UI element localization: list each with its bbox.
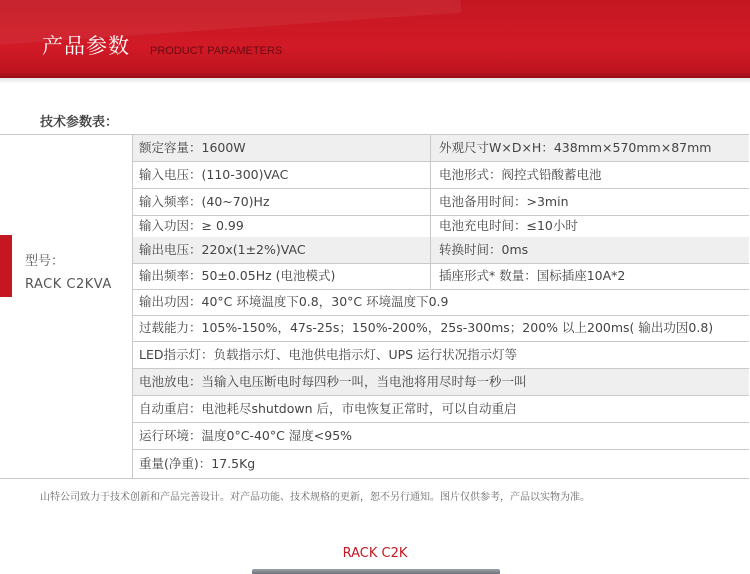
page-title: 产品参数 bbox=[42, 34, 130, 58]
spec-cell-right-text: 电池充电时间：≤10小时 bbox=[439, 218, 578, 233]
spec-table-heading: 技术参数表： bbox=[40, 115, 119, 130]
spec-cell-full: 输出功因：40°C 环境温度下0.8，30°C 环境温度下0.9 bbox=[139, 294, 449, 309]
table-row bbox=[133, 423, 749, 450]
table-row bbox=[133, 342, 749, 369]
spec-cell-left: 输入电压：(110-300)VAC bbox=[139, 167, 289, 182]
spec-cell-full: 过载能力：105%-150%，47s-25s；150%-200%，25s-300ms；200% 以上200ms( 输出功因0.8) bbox=[139, 320, 714, 335]
spec-cell-full: LED指示灯：负载指示灯、电池供电指示灯、UPS 运行状况指示灯等 bbox=[139, 347, 518, 362]
spec-cell-right-text: 电池备用时间：>3min bbox=[439, 194, 569, 209]
spec-cell-right-text: 转换时间：0ms bbox=[439, 242, 529, 257]
table-row bbox=[133, 189, 749, 216]
spec-cell-right-text: 外观尺寸W×D×H：438mm×570mm×87mm bbox=[439, 140, 712, 155]
model-value: RACK C2KVA bbox=[25, 277, 112, 292]
model-label: 型号： bbox=[25, 254, 65, 269]
spec-cell-right bbox=[430, 135, 749, 161]
spec-cell-right bbox=[430, 213, 749, 239]
spec-cell-full: 重量(净重)：17.5Kg bbox=[139, 456, 256, 471]
spec-cell-right-text: 电池形式：阀控式铅酸蓄电池 bbox=[439, 167, 602, 182]
banner-shadow bbox=[0, 78, 750, 84]
spec-cell-left: 输入功因：≥ 0.99 bbox=[139, 218, 244, 233]
spec-cell-full: 自动重启：电池耗尽shutdown 后，市电恢复正常时，可以自动重启 bbox=[139, 401, 517, 416]
spec-cell-full: 电池放电：当输入电压断电时每四秒一叫，当电池将用尽时每一秒一叫 bbox=[139, 374, 527, 389]
spec-cell-left: 输出电压：220x(1±2%)VAC bbox=[139, 242, 306, 257]
spec-cell-right bbox=[430, 189, 749, 215]
spec-cell-right bbox=[430, 237, 749, 263]
table-row bbox=[133, 135, 749, 162]
table-row bbox=[133, 369, 749, 396]
spec-cell-right-text: 插座形式* 数量：国标插座10A*2 bbox=[439, 268, 626, 283]
product-name: RACK C2K bbox=[342, 546, 408, 561]
spec-cell-left: 额定容量：1600W bbox=[139, 140, 246, 155]
table-row bbox=[133, 450, 749, 477]
model-accent-bar bbox=[0, 235, 12, 297]
table-row bbox=[133, 396, 749, 423]
spec-cell-right bbox=[430, 263, 749, 289]
header-banner bbox=[0, 0, 750, 78]
spec-cell-right bbox=[430, 162, 749, 188]
table-row bbox=[133, 213, 749, 240]
table-row bbox=[133, 263, 749, 290]
table-row bbox=[133, 237, 749, 264]
model-cell bbox=[0, 135, 133, 478]
spec-table bbox=[0, 134, 749, 479]
product-image-edge bbox=[252, 569, 500, 574]
spec-cell-left: 输出频率：50±0.05Hz (电池模式) bbox=[139, 268, 336, 283]
table-row bbox=[133, 289, 749, 316]
disclaimer-note: 山特公司致力于技术创新和产品完善设计。对产品功能、技术规格的更新，恕不另行通知。图片仅供参考，产品以实物为准。 bbox=[40, 492, 590, 503]
page-subtitle: PRODUCT PARAMETERS bbox=[150, 45, 283, 57]
spec-cell-left: 输入频率：(40~70)Hz bbox=[139, 194, 270, 209]
spec-cell-full: 运行环境：温度0°C-40°C 湿度<95% bbox=[139, 428, 353, 443]
table-row bbox=[133, 315, 749, 342]
table-row bbox=[133, 162, 749, 189]
